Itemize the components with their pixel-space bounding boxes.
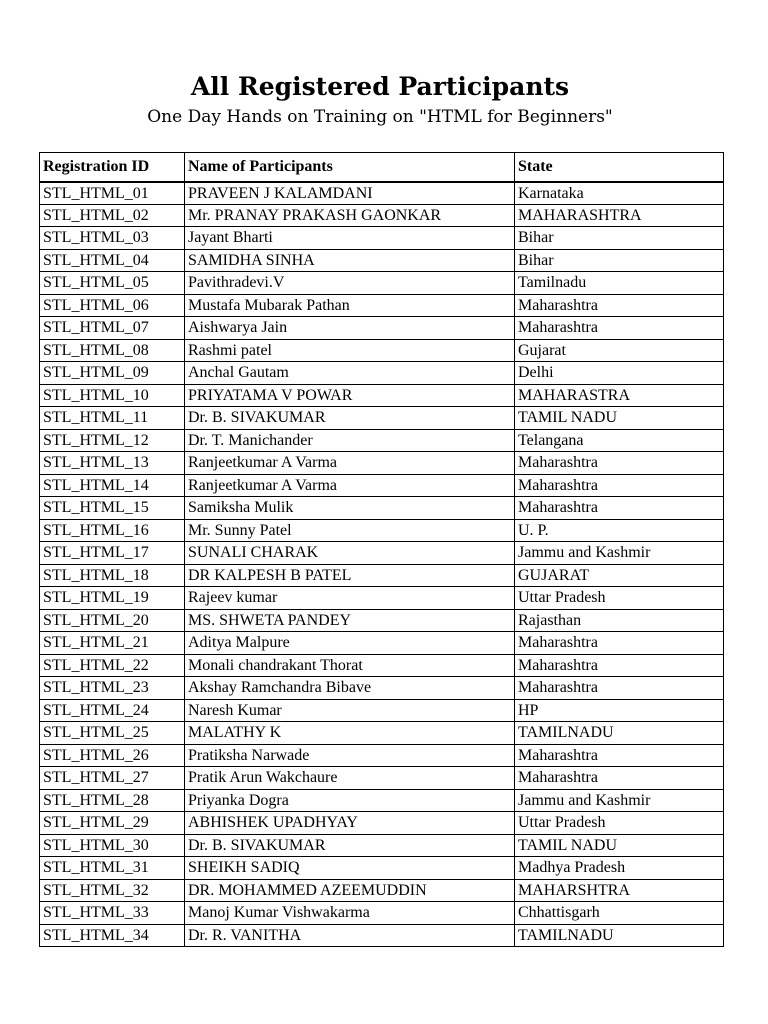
participant-rows	[40, 182, 724, 947]
table-row	[40, 542, 724, 565]
registration-id-cell: STL_HTML_24	[40, 699, 185, 722]
table-row	[40, 182, 724, 205]
registration-id-cell: STL_HTML_03	[40, 227, 185, 250]
registration-id-cell: STL_HTML_13	[40, 452, 185, 475]
table-row	[40, 587, 724, 610]
participant-name-cell: Samiksha Mulik	[185, 497, 515, 520]
table-row	[40, 767, 724, 790]
participant-name-cell: Akshay Ramchandra Bibave	[185, 677, 515, 700]
table-row	[40, 879, 724, 902]
state-cell: MAHARASHTRA	[515, 204, 724, 227]
participant-name-cell: Priyanka Dogra	[185, 789, 515, 812]
state-cell: Maharashtra	[515, 474, 724, 497]
state-cell: Tamilnadu	[515, 272, 724, 295]
state-cell: TAMIL NADU	[515, 834, 724, 857]
state-cell: Uttar Pradesh	[515, 812, 724, 835]
table-row	[40, 452, 724, 475]
participant-name-cell: ABHISHEK UPADHYAY	[185, 812, 515, 835]
participant-name-cell: Manoj Kumar Vishwakarma	[185, 902, 515, 925]
table-row	[40, 204, 724, 227]
table-row	[40, 924, 724, 947]
registration-id-cell: STL_HTML_07	[40, 317, 185, 340]
table-row	[40, 564, 724, 587]
registration-id-cell: STL_HTML_08	[40, 339, 185, 362]
state-cell: Jammu and Kashmir	[515, 789, 724, 812]
table-row	[40, 834, 724, 857]
state-cell: Uttar Pradesh	[515, 587, 724, 610]
header-participant-name: Name of Participants	[185, 153, 515, 182]
registration-id-cell: STL_HTML_29	[40, 812, 185, 835]
table-row	[40, 519, 724, 542]
registration-id-cell: STL_HTML_04	[40, 249, 185, 272]
participant-name-cell: Rajeev kumar	[185, 587, 515, 610]
participant-name-cell: SAMIDHA SINHA	[185, 249, 515, 272]
table-row	[40, 812, 724, 835]
table-row	[40, 249, 724, 272]
table-row	[40, 632, 724, 655]
registration-id-cell: STL_HTML_34	[40, 924, 185, 947]
state-cell: Gujarat	[515, 339, 724, 362]
participant-name-cell: PRIYATAMA V POWAR	[185, 384, 515, 407]
participant-name-cell: SUNALI CHARAK	[185, 542, 515, 565]
participant-name-cell: Mr. Sunny Patel	[185, 519, 515, 542]
table-header-row	[40, 153, 724, 182]
registration-id-cell: STL_HTML_12	[40, 429, 185, 452]
state-cell: Maharashtra	[515, 677, 724, 700]
state-cell: Jammu and Kashmir	[515, 542, 724, 565]
state-cell: Telangana	[515, 429, 724, 452]
registration-id-cell: STL_HTML_19	[40, 587, 185, 610]
state-cell: Maharashtra	[515, 654, 724, 677]
registration-id-cell: STL_HTML_33	[40, 902, 185, 925]
table-row	[40, 227, 724, 250]
participant-name-cell: Ranjeetkumar A Varma	[185, 452, 515, 475]
registration-id-cell: STL_HTML_05	[40, 272, 185, 295]
state-cell: Madhya Pradesh	[515, 857, 724, 880]
state-cell: TAMIL NADU	[515, 407, 724, 430]
state-cell: MAHARSHTRA	[515, 879, 724, 902]
registration-id-cell: STL_HTML_01	[40, 182, 185, 205]
table-row	[40, 362, 724, 385]
participant-name-cell: MALATHY K	[185, 722, 515, 745]
participant-name-cell: Pratik Arun Wakchaure	[185, 767, 515, 790]
state-cell: Maharashtra	[515, 497, 724, 520]
registration-id-cell: STL_HTML_28	[40, 789, 185, 812]
state-cell: Maharashtra	[515, 294, 724, 317]
participant-name-cell: Ranjeetkumar A Varma	[185, 474, 515, 497]
state-cell: Maharashtra	[515, 767, 724, 790]
table-row	[40, 474, 724, 497]
page-title: All Registered Participants	[190, 72, 570, 101]
header-state: State	[515, 153, 724, 182]
participant-name-cell: Rashmi patel	[185, 339, 515, 362]
registration-id-cell: STL_HTML_06	[40, 294, 185, 317]
table-row	[40, 699, 724, 722]
participant-name-cell: Dr. B. SIVAKUMAR	[185, 834, 515, 857]
participant-name-cell: Aditya Malpure	[185, 632, 515, 655]
state-cell: Maharashtra	[515, 632, 724, 655]
state-cell: Bihar	[515, 249, 724, 272]
participant-name-cell: Dr. B. SIVAKUMAR	[185, 407, 515, 430]
registration-id-cell: STL_HTML_14	[40, 474, 185, 497]
registration-id-cell: STL_HTML_30	[40, 834, 185, 857]
participant-name-cell: Jayant Bharti	[185, 227, 515, 250]
state-cell: TAMILNADU	[515, 722, 724, 745]
participant-name-cell: Anchal Gautam	[185, 362, 515, 385]
registration-id-cell: STL_HTML_10	[40, 384, 185, 407]
registration-id-cell: STL_HTML_16	[40, 519, 185, 542]
registration-id-cell: STL_HTML_17	[40, 542, 185, 565]
table-row	[40, 744, 724, 767]
state-cell: Delhi	[515, 362, 724, 385]
participant-name-cell: PRAVEEN J KALAMDANI	[185, 182, 515, 205]
registration-id-cell: STL_HTML_09	[40, 362, 185, 385]
state-cell: Maharashtra	[515, 452, 724, 475]
registration-id-cell: STL_HTML_25	[40, 722, 185, 745]
participant-name-cell: Naresh Kumar	[185, 699, 515, 722]
registration-id-cell: STL_HTML_21	[40, 632, 185, 655]
state-cell: HP	[515, 699, 724, 722]
state-cell: Chhattisgarh	[515, 902, 724, 925]
participant-name-cell: Dr. T. Manichander	[185, 429, 515, 452]
participant-name-cell: SHEIKH SADIQ	[185, 857, 515, 880]
table-row	[40, 722, 724, 745]
table-row	[40, 317, 724, 340]
table-row	[40, 609, 724, 632]
state-cell: Rajasthan	[515, 609, 724, 632]
state-cell: MAHARASTRA	[515, 384, 724, 407]
registration-id-cell: STL_HTML_27	[40, 767, 185, 790]
participant-name-cell: Mr. PRANAY PRAKASH GAONKAR	[185, 204, 515, 227]
participant-name-cell: Mustafa Mubarak Pathan	[185, 294, 515, 317]
table-row	[40, 384, 724, 407]
table-row	[40, 339, 724, 362]
state-cell: GUJARAT	[515, 564, 724, 587]
table-row	[40, 407, 724, 430]
participant-name-cell: MS. SHWETA PANDEY	[185, 609, 515, 632]
registration-id-cell: STL_HTML_02	[40, 204, 185, 227]
participants-table	[39, 152, 724, 947]
participant-name-cell: Pratiksha Narwade	[185, 744, 515, 767]
table-row	[40, 789, 724, 812]
participant-name-cell: Monali chandrakant Thorat	[185, 654, 515, 677]
table-row	[40, 429, 724, 452]
state-cell: U. P.	[515, 519, 724, 542]
registration-id-cell: STL_HTML_11	[40, 407, 185, 430]
table-row	[40, 272, 724, 295]
registration-id-cell: STL_HTML_22	[40, 654, 185, 677]
state-cell: Karnataka	[515, 182, 724, 205]
participant-name-cell: DR. MOHAMMED AZEEMUDDIN	[185, 879, 515, 902]
participant-name-cell: Pavithradevi.V	[185, 272, 515, 295]
state-cell: TAMILNADU	[515, 924, 724, 947]
state-cell: Maharashtra	[515, 744, 724, 767]
header-registration-id: Registration ID	[40, 153, 185, 182]
table-row	[40, 497, 724, 520]
participant-name-cell: Dr. R. VANITHA	[185, 924, 515, 947]
registration-id-cell: STL_HTML_15	[40, 497, 185, 520]
page-subtitle: One Day Hands on Training on "HTML for Beginners"	[147, 107, 613, 127]
table-row	[40, 294, 724, 317]
registration-id-cell: STL_HTML_26	[40, 744, 185, 767]
state-cell: Bihar	[515, 227, 724, 250]
registration-id-cell: STL_HTML_18	[40, 564, 185, 587]
state-cell: Maharashtra	[515, 317, 724, 340]
table-row	[40, 857, 724, 880]
participant-name-cell: DR KALPESH B PATEL	[185, 564, 515, 587]
registration-id-cell: STL_HTML_20	[40, 609, 185, 632]
registration-id-cell: STL_HTML_32	[40, 879, 185, 902]
registration-id-cell: STL_HTML_23	[40, 677, 185, 700]
participant-name-cell: Aishwarya Jain	[185, 317, 515, 340]
registration-id-cell: STL_HTML_31	[40, 857, 185, 880]
table-row	[40, 654, 724, 677]
table-row	[40, 677, 724, 700]
table-row	[40, 902, 724, 925]
